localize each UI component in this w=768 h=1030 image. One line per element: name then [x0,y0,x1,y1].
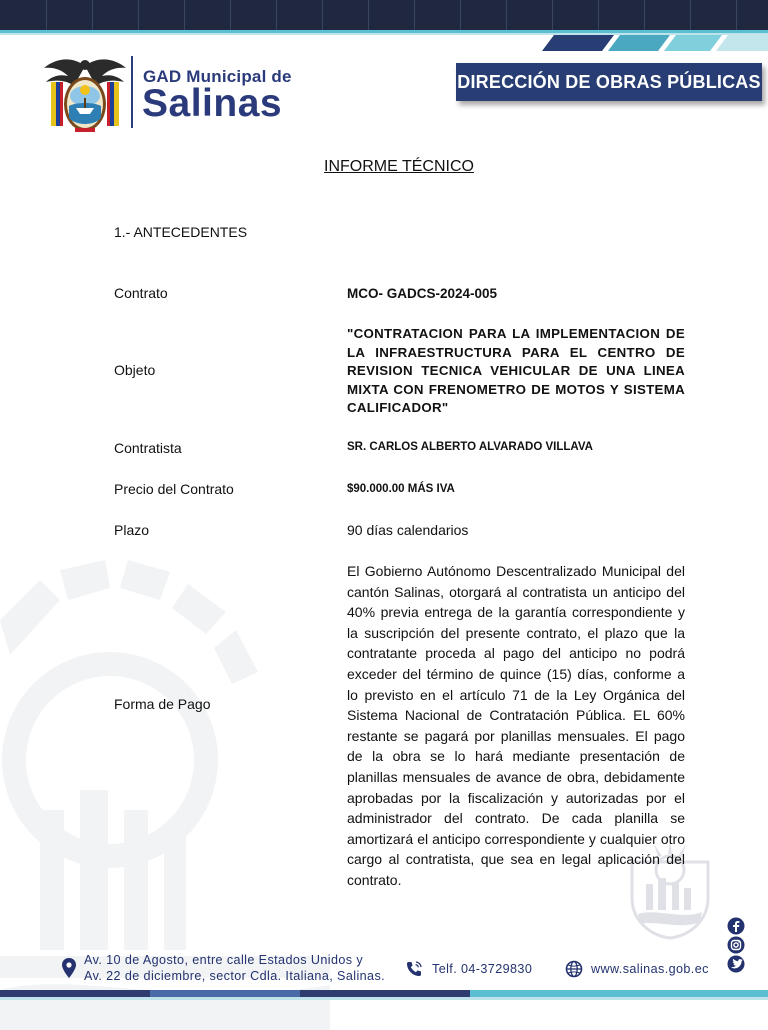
objeto-label: Objeto [114,362,156,378]
facebook-icon[interactable] [727,917,745,935]
address-line1: Av. 10 de Agosto, entre calle Estados Unidos y [84,953,364,967]
forma-pago-value: El Gobierno Autónomo Descentralizado Municipal del cantón Salinas, otorgará al contratista un anticipo del 40% previa entrega de la garantía correspondiente y la suscripción del presente contrato, el plazo que la contratante proceda al pago del anticipo no podrá exceder del término de quince (15) días, conforme a lo previsto en el artículo 71 de la Ley Orgánica del Sistema Nacional de Contratación Pública. EL 60% restante se pagará por planillas mensuales. El pago de la obra se lo hará mediante presentación de planillas mensuales de avance de obra, debidamente aprobadas por la fiscalización y autorizadas por el administrador del contrato. De cada planilla se amortizará el anticipo correspondiente y cualquier otro cargo al contratista, que sea en legal aplicación del contrato. [347,563,685,888]
precio-value: $90.000.00 MÁS IVA [347,483,455,495]
location-pin-icon [61,958,77,978]
document-title: INFORME TÉCNICO [324,158,474,175]
band-tile [368,0,415,30]
band-tile [230,0,277,30]
forma-pago-label: Forma de Pago [114,696,211,712]
footer-bar [0,990,768,997]
municipal-crest-icon [42,52,128,134]
plazo-label: Plazo [114,522,150,538]
footer-accent-line [0,997,768,1000]
footer-bar-segment [150,990,300,997]
footer-website[interactable]: www.salinas.gob.ec [591,962,709,976]
instagram-icon[interactable] [727,936,745,954]
footer-phone: Telf. 04-3729830 [432,962,533,976]
band-tile [184,0,231,30]
band-tile [736,0,768,30]
header-diagonal-stripes [540,35,768,51]
band-tile [92,0,139,30]
footer-bar-segment [300,990,470,997]
globe-icon [565,960,583,978]
band-tile [644,0,691,30]
contrato-value: MCO- GADCS-2024-005 [347,286,498,301]
brand-name-line1: GAD Municipal de [143,67,292,86]
band-tile [0,0,47,30]
contratista-label: Contratista [114,440,182,456]
contratista-value: SR. CARLOS ALBERTO ALVARADO VILLAVA [347,441,593,453]
band-tile [552,0,599,30]
band-tile [460,0,507,30]
contrato-label: Contrato [114,285,168,301]
band-tile [138,0,185,30]
plazo-value: 90 días calendarios [347,522,469,538]
section-heading: 1.- ANTECEDENTES [114,224,248,240]
band-tile [414,0,461,30]
top-decorative-band [0,0,768,30]
brand-name-line2: Salinas [142,82,283,125]
precio-label: Precio del Contrato [114,481,234,497]
footer-bar-segment [470,990,768,997]
objeto-value: "CONTRATACION PARA LA IMPLEMENTACION DE LA INFRAESTRUCTURA PARA EL CENTRO DE REVISION TECNICA VEHICULAR DE UNA LINEA MIXTA CON FRENOMETRO DE MOTOS Y SISTEMA CALIFICADOR" [347,326,685,416]
address-line2: Av. 22 de diciembre, sector Cdla. Italiana, Salinas. [84,969,386,983]
twitter-icon[interactable] [727,955,745,973]
phone-icon [405,960,423,978]
department-banner: DIRECCIÓN DE OBRAS PÚBLICAS [456,63,762,101]
band-tile [276,0,323,30]
band-tile [322,0,369,30]
band-tile [598,0,645,30]
band-tile [506,0,553,30]
footer-bar-segment [0,990,150,997]
footer-address [84,952,385,984]
band-tile [690,0,737,30]
brand-divider [131,56,133,128]
band-tile [46,0,93,30]
